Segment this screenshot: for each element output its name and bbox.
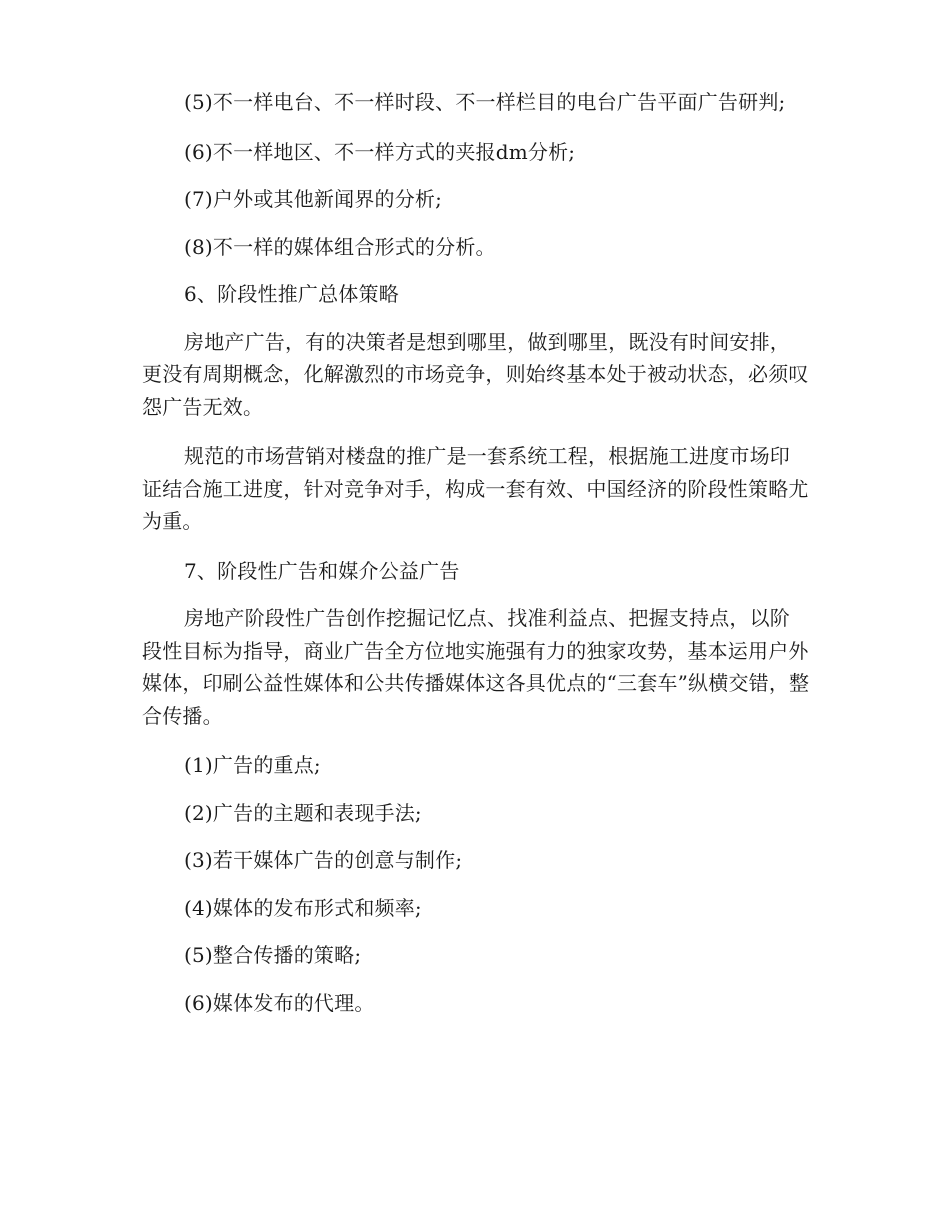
body-paragraph-phased-ads: 房地产阶段性广告创作挖掘记忆点、找准利益点、把握支持点，以阶段性目标为指导，商业广告全方位地实施强有力的独家攻势，基本运用户外媒体，印刷公益性媒体和公共传播媒体这各具优点的“三套车”纵横交错，整合传播。 bbox=[142, 606, 810, 728]
list-item-outdoor-media: (7)户外或其他新闻界的分析; bbox=[184, 187, 443, 211]
list-item-media-agency: (6)媒体发布的代理。 bbox=[184, 990, 375, 1015]
document-body bbox=[142, 86, 810, 1034]
list-item-radio-ads: (5)不一样电台、不一样时段、不一样栏目的电台广告平面广告研判; bbox=[184, 90, 786, 114]
list-item-ad-focus: (1)广告的重点; bbox=[184, 753, 321, 777]
body-paragraph-standard-marketing: 规范的市场营销对楼盘的推广是一套系统工程，根据施工进度市场印证结合施工进度，针对竞争对手，构成一套有效、中国经济的阶段性策略尤为重。 bbox=[142, 444, 809, 533]
section-heading-7: 7、阶段性广告和媒介公益广告 bbox=[184, 558, 460, 583]
list-item-creative-production: (3)若干媒体广告的创意与制作; bbox=[184, 848, 463, 872]
list-item-integrated-strategy: (5)整合传播的策略; bbox=[184, 943, 362, 967]
list-item-ad-theme: (2)广告的主题和表现手法; bbox=[184, 800, 422, 825]
body-paragraph-real-estate-ads: 房地产广告，有的决策者是想到哪里，做到哪里，既没有时间安排，更没有周期概念，化解激烈的市场竞争，则始终基本处于被动状态，必须叹怨广告无效。 bbox=[142, 329, 809, 419]
list-item-media-mix: (8)不一样的媒体组合形式的分析。 bbox=[184, 234, 496, 259]
list-item-release-frequency: (4)媒体的发布形式和频率; bbox=[184, 895, 422, 920]
list-item-flyer-dm: (6)不一样地区、不一样方式的夹报dm分析; bbox=[184, 139, 576, 164]
section-heading-6: 6、阶段性推广总体策略 bbox=[184, 282, 399, 306]
